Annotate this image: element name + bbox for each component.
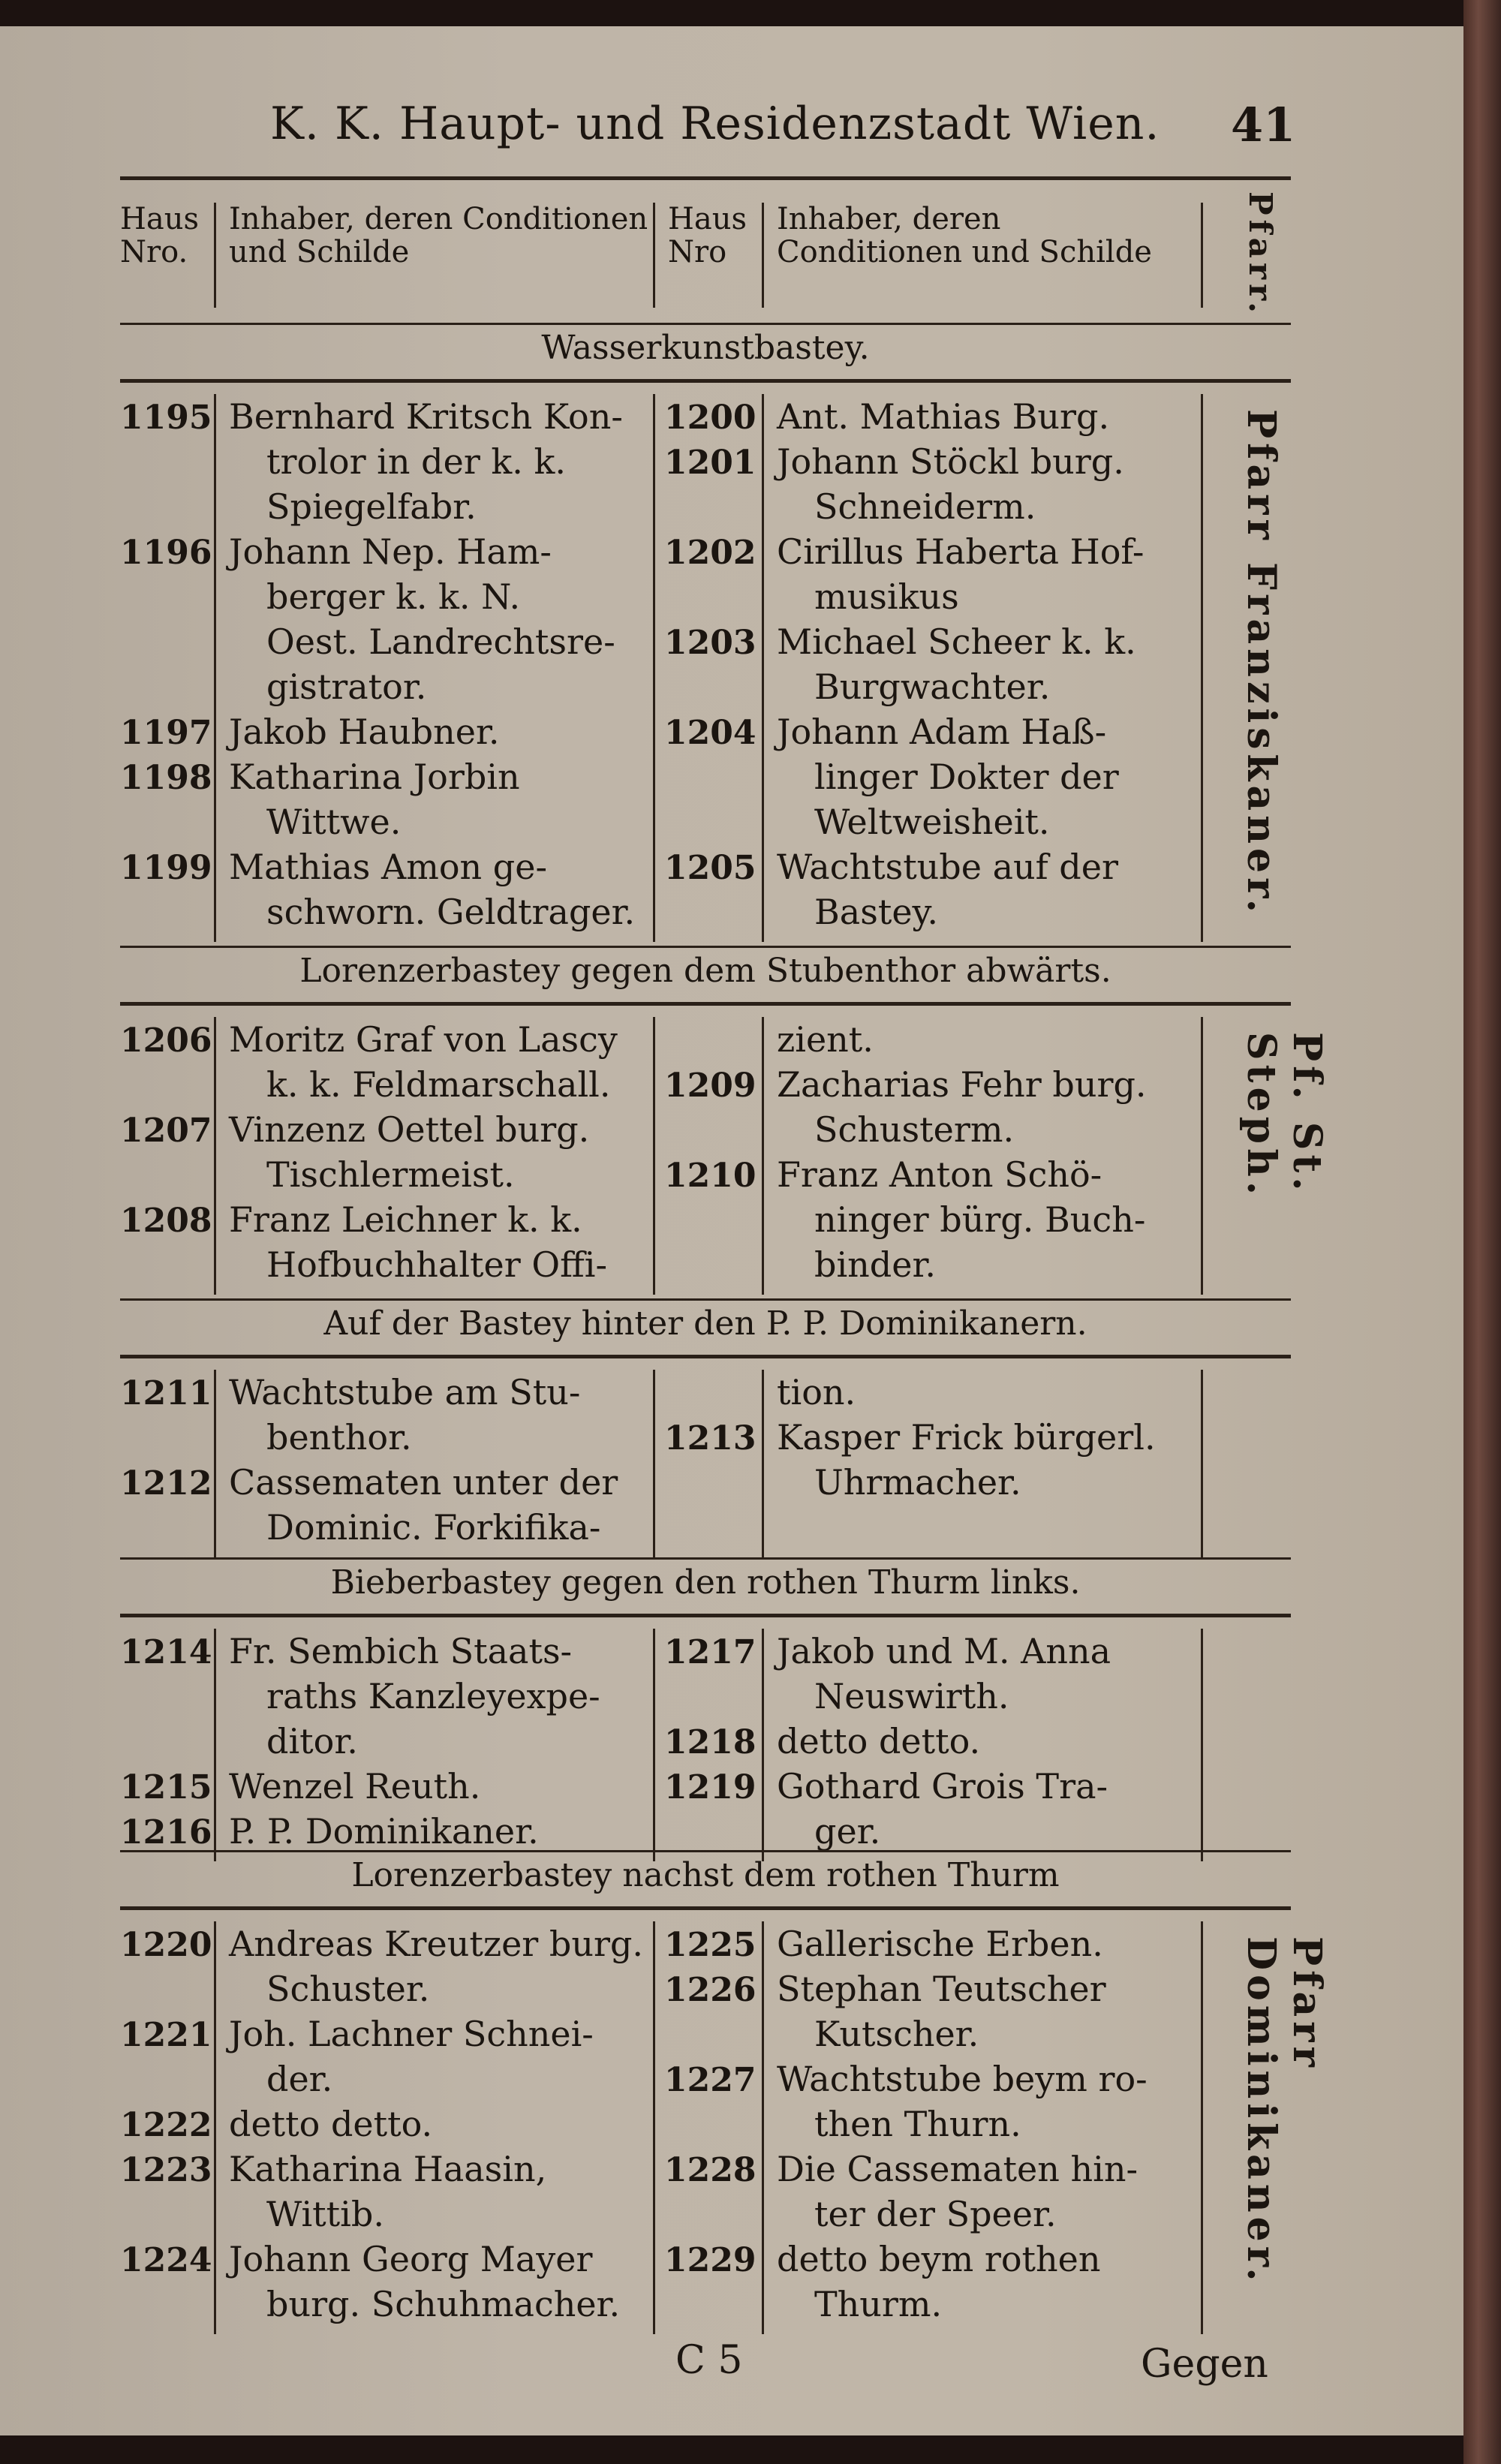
house-number: 1208 [120,1202,212,1240]
column-divider [1201,1921,1203,2334]
entry-line: ditor. [266,1721,358,1762]
header-divider [762,203,764,308]
column-divider [1201,394,1203,942]
column-divider [653,1370,655,1557]
column-divider [653,1629,655,1861]
house-number: 1204 [664,714,757,752]
column-divider [1201,1017,1203,1295]
parish-label: Pf. St. Steph. [1238,1032,1330,1199]
column-divider [762,1370,764,1557]
entry-line: Uhrmacher. [814,1462,1021,1503]
header-divider [653,203,655,308]
house-number: 1215 [120,1768,212,1807]
section-rule [120,379,1291,383]
column-divider [653,1921,655,2334]
entry-line: Fr. Sembich Staats- [229,1631,573,1671]
column-divider [214,1370,216,1557]
catchword: Gegen [1141,2342,1268,2387]
entry-line: P. P. Dominikaner. [229,1811,539,1852]
house-number: 1200 [664,399,757,437]
entry-line: Wachtstube auf der [777,847,1118,887]
entry-line: Oest. Landrechtsre- [266,621,615,662]
column-divider [214,1921,216,2334]
entry-line: ter der Speer. [814,2194,1057,2234]
entry-line: benthor. [266,1417,412,1458]
entry-line: Spiegelfabr. [266,486,477,527]
entry-line: Jakob Haubner. [229,712,500,752]
page-edge [1463,0,1501,2464]
entry-line: Johann Nep. Ham- [229,531,552,572]
parish-label: Pfarr Dominikaner. [1238,1936,1330,2286]
col-header-inhaber: Inhaber, deren Conditionen und Schilde [229,202,648,269]
entry-line: Ant. Mathias Burg. [777,396,1110,437]
house-number: 1227 [664,2061,757,2099]
entry-line: Tischlermeist. [266,1154,515,1195]
column-divider [653,394,655,942]
entry-line: Wittib. [266,2194,384,2234]
entry-line: Wenzel Reuth. [229,1766,481,1807]
entry-line: Jakob und M. Anna [777,1631,1111,1671]
entry-line: Die Cassematen hin- [777,2149,1139,2189]
entry-line: Johann Adam Haß- [777,712,1107,752]
section-rule [120,323,1291,325]
col-header-inhaber-2: Inhaber, deren Conditionen und Schilde [777,202,1152,269]
column-divider [762,394,764,942]
book-page [0,26,1463,2435]
entry-line: Bastey. [814,892,939,932]
house-number: 1213 [664,1419,757,1458]
entry-line: detto detto. [229,2104,433,2144]
entry-line: Kutscher. [814,2014,979,2054]
entry-line: Schneiderm. [814,486,1036,527]
house-number: 1221 [120,2016,212,2054]
page-number: 41 [1231,98,1296,152]
signature-mark: C 5 [675,2338,743,2383]
house-number: 1212 [120,1464,212,1503]
entry-line: detto detto. [777,1721,981,1762]
entry-line: Weltweisheit. [814,802,1050,842]
column-divider [653,1017,655,1295]
column-divider [214,1017,216,1295]
section-rule [120,1298,1291,1301]
entry-line: Schuster. [266,1969,430,2009]
entry-line: zient. [777,1019,874,1060]
entry-line: gistrator. [266,666,427,707]
section-rule [120,1614,1291,1617]
entry-line: Stephan Teutscher [777,1969,1106,2009]
entry-line: berger k. k. N. [266,576,521,617]
section-rule [120,946,1291,948]
house-number: 1199 [120,849,212,887]
header-top-rule [120,176,1291,180]
house-number: 1206 [120,1021,212,1060]
house-number: 1222 [120,2106,212,2144]
entry-line: Hofbuchhalter Offi- [266,1244,608,1285]
column-divider [214,394,216,942]
entry-line: Gothard Grois Tra- [777,1766,1108,1807]
section-title: Wasserkunstbastey. [541,329,870,367]
section-title: Lorenzerbastey gegen dem Stubenthor abwärts. [299,952,1111,990]
house-number: 1205 [664,849,757,887]
house-number: 1229 [664,2241,757,2279]
entry-line: Cassematen unter der [229,1462,618,1503]
entry-line: der. [266,2059,333,2099]
entry-line: Katharina Haasin, [229,2149,547,2189]
section-title: Bieberbastey gegen den rothen Thurm links. [330,1563,1081,1602]
entry-line: Franz Anton Schö- [777,1154,1102,1195]
entry-line: then Thurn. [814,2104,1021,2144]
entry-line: ninger bürg. Buch- [814,1199,1146,1240]
entry-line: Cirillus Haberta Hof- [777,531,1145,572]
section-rule [120,1906,1291,1910]
col-header-haus-nro-2: Haus Nro [668,202,747,269]
entry-line: Gallerische Erben. [777,1924,1103,1964]
house-number: 1226 [664,1971,757,2009]
entry-line: Bernhard Kritsch Kon- [229,396,623,437]
entry-line: Wachtstube am Stu- [229,1372,581,1413]
entry-line: Wachtstube beym ro- [777,2059,1148,2099]
entry-line: Katharina Jorbin [229,757,520,797]
entry-line: Moritz Graf von Lascy [229,1019,618,1060]
house-number: 1207 [120,1112,212,1150]
entry-line: burg. Schuhmacher. [266,2284,621,2324]
header-divider [1201,203,1203,308]
entry-line: Franz Leichner k. k. [229,1199,582,1240]
section-rule [120,1557,1291,1560]
column-divider [762,1629,764,1861]
parish-label: Pfarr Franziskaner. [1238,409,1284,917]
house-number: 1198 [120,759,212,797]
section-rule [120,1355,1291,1358]
house-number: 1218 [664,1723,757,1762]
house-number: 1219 [664,1768,757,1807]
house-number: 1216 [120,1813,212,1852]
column-divider [1201,1629,1203,1861]
entry-line: Johann Stöckl burg. [777,441,1124,482]
entry-line: Burgwachter. [814,666,1051,707]
section-rule [120,1002,1291,1006]
section-title: Lorenzerbastey nachst dem rothen Thurm [351,1856,1060,1894]
page-title: K. K. Haupt- und Residenzstadt Wien. [270,98,1160,150]
house-number: 1211 [120,1374,212,1413]
column-divider [762,1017,764,1295]
col-header-pfarr: Pfarr. [1242,191,1279,317]
entry-line: Vinzenz Oettel burg. [229,1109,590,1150]
column-divider [214,1629,216,1861]
entry-line: raths Kanzleyexpe- [266,1676,600,1716]
house-number: 1209 [664,1067,757,1105]
house-number: 1228 [664,2151,757,2189]
header-divider [214,203,216,308]
entry-line: linger Dokter der [814,757,1119,797]
entry-line: k. k. Feldmarschall. [266,1064,611,1105]
entry-line: Neuswirth. [814,1676,1009,1716]
col-header-haus-nro: Haus Nro. [120,202,200,269]
entry-line: Zacharias Fehr burg. [777,1064,1147,1105]
entry-line: musikus [814,576,959,617]
house-number: 1217 [664,1633,757,1671]
house-number: 1223 [120,2151,212,2189]
entry-line: Andreas Kreutzer burg. [229,1924,644,1964]
entry-line: Johann Georg Mayer [229,2239,593,2279]
entry-line: Thurm. [814,2284,943,2324]
entry-line: Wittwe. [266,802,402,842]
entry-line: Michael Scheer k. k. [777,621,1136,662]
entry-line: Mathias Amon ge- [229,847,547,887]
house-number: 1203 [664,624,757,662]
house-number: 1225 [664,1926,757,1964]
entry-line: Kasper Frick bürgerl. [777,1417,1156,1458]
column-divider [1201,1370,1203,1557]
house-number: 1220 [120,1926,212,1964]
house-number: 1202 [664,534,757,572]
house-number: 1224 [120,2241,212,2279]
entry-line: detto beym rothen [777,2239,1101,2279]
section-rule [120,1850,1291,1852]
entry-line: Joh. Lachner Schnei- [229,2014,594,2054]
entry-line: ger. [814,1811,881,1852]
entry-line: schworn. Geldtrager. [266,892,636,932]
column-divider [762,1921,764,2334]
section-title: Auf der Bastey hinter den P. P. Dominikanern. [323,1304,1087,1343]
house-number: 1210 [664,1157,757,1195]
entry-line: Schusterm. [814,1109,1015,1150]
entry-line: trolor in der k. k. [266,441,567,482]
house-number: 1196 [120,534,212,572]
entry-line: Dominic. Forkifika- [266,1507,601,1548]
house-number: 1201 [664,444,757,482]
entry-line: binder. [814,1244,937,1285]
entry-line: tion. [777,1372,856,1413]
house-number: 1197 [120,714,212,752]
house-number: 1214 [120,1633,212,1671]
house-number: 1195 [120,399,212,437]
